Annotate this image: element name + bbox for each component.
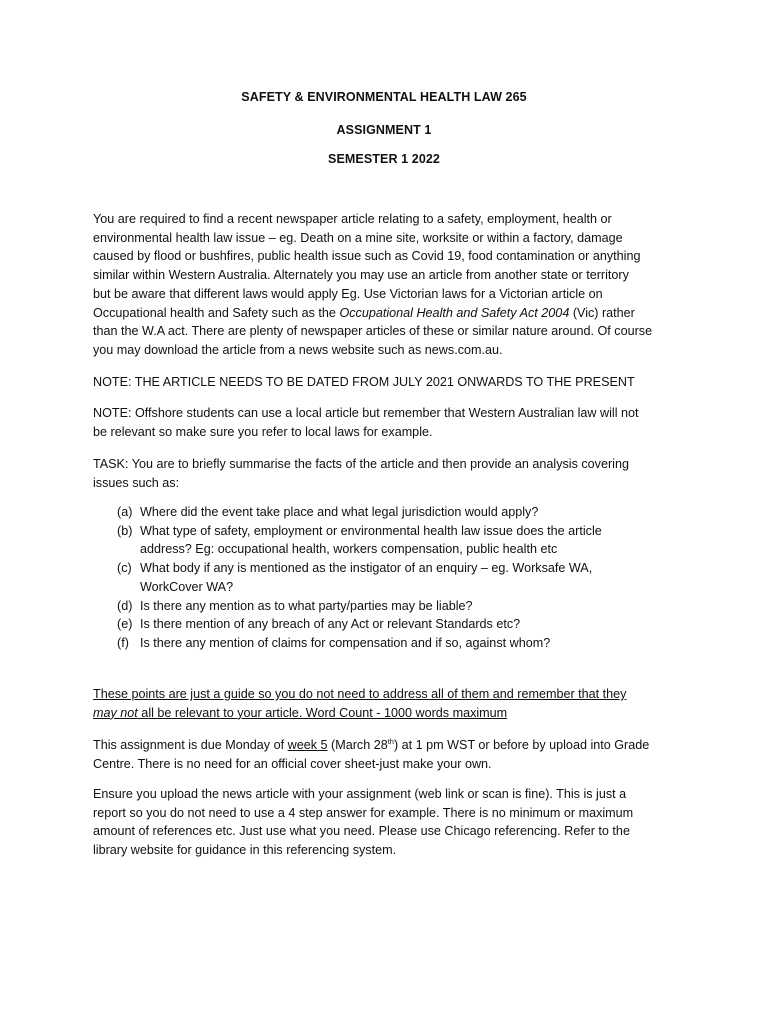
guide-line: These points are just a guide so you do not need to address all of them and remember that they	[93, 687, 627, 701]
list-item-text: Is there any mention as to what party/parties may be liable?	[140, 598, 473, 613]
list-marker: (c)	[117, 561, 132, 576]
due-line	[93, 736, 683, 755]
ensure-paragraph	[93, 785, 683, 860]
intro-line: you may download the article from a news website such as news.com.au.	[93, 342, 503, 357]
list-item-text: address? Eg: occupational health, workers compensation, public health etc	[140, 542, 558, 557]
list-item-text: WorkCover WA?	[140, 579, 234, 594]
intro-line: You are required to find a recent newspaper article relating to a safety, employment, health or	[93, 212, 612, 226]
list-marker: (a)	[117, 505, 133, 519]
due-ordinal: th	[387, 736, 394, 746]
guide-line-2	[93, 704, 683, 723]
task-paragraph	[93, 455, 683, 492]
intro-line: but be aware that different laws would apply Eg. Use Victorian laws for a Victorian article on	[93, 286, 603, 301]
task-line: TASK: You are to briefly summarise the facts of the article and then provide an analysis covering	[93, 457, 629, 471]
question-list	[117, 503, 637, 653]
list-marker: (d)	[117, 598, 133, 613]
due-part: This assignment is due Monday of	[93, 738, 288, 752]
act-name: Occupational Health and Safety Act 2004	[339, 305, 570, 320]
list-item	[117, 597, 637, 616]
due-week: week 5	[287, 738, 328, 752]
due-line: Centre. There is no need for an official cover sheet-just make your own.	[93, 756, 492, 771]
assignment-title: ASSIGNMENT 1	[336, 123, 432, 137]
note-offshore-line: be relevant so make sure you refer to local laws for example.	[93, 424, 433, 439]
list-item	[117, 503, 637, 522]
list-item-text: What type of safety, employment or environmental health law issue does the article	[140, 523, 602, 538]
ensure-line: library website for guidance in this referencing system.	[93, 843, 397, 858]
intro-line: environmental health law issue – eg. Death on a mine site, worksite or within a factory, damage	[93, 230, 623, 245]
intro-line: similar within Western Australia. Alternately you may use an article from another state or territory	[93, 268, 629, 283]
intro-line: caused by flood or bushfires, public health issue such as Covid 19, food contamination or anything	[93, 249, 641, 264]
intro-line: than the W.A act. There are plenty of newspaper articles of these or similar nature around. Of course	[93, 324, 653, 339]
guide-paragraph	[93, 685, 683, 722]
due-date-paragraph	[93, 736, 683, 773]
list-item	[117, 634, 637, 653]
list-item-text: Where did the event take place and what legal jurisdiction would apply?	[140, 505, 539, 519]
list-item-text: Is there mention of any breach of any Act or relevant Standards etc?	[140, 617, 521, 632]
list-marker: (e)	[117, 617, 133, 632]
ensure-line: report so you do not need to use a 4 step answer for example. There is no minimum or maximum	[93, 805, 634, 820]
intro-line-act	[93, 304, 683, 323]
task-line: issues such as:	[93, 475, 180, 490]
list-item-text: Is there any mention of claims for compensation and if so, against whom?	[140, 635, 551, 650]
due-part: ) at 1 pm WST or before by upload into Grade	[393, 738, 650, 752]
act-suffix: (Vic) rather	[569, 305, 635, 320]
ensure-line: amount of references etc. Just use what you need. Please use Chicago referencing. Refer to the	[93, 824, 630, 839]
list-item-text: What body if any is mentioned as the instigator of an enquiry – eg. Worksafe WA,	[140, 561, 593, 576]
list-item	[117, 615, 637, 634]
semester-title: SEMESTER 1 2022	[328, 152, 440, 166]
list-item	[117, 559, 637, 596]
note-offshore	[93, 404, 683, 441]
list-item	[117, 522, 637, 559]
note-offshore-line: NOTE: Offshore students can use a local article but remember that Western Australian law will not	[93, 406, 639, 420]
ensure-line: Ensure you upload the news article with your assignment (web link or scan is fine). This is just a	[93, 787, 627, 801]
list-marker: (b)	[117, 523, 133, 538]
intro-line-act-prefix: Occupational health and Safety such as the	[93, 305, 340, 320]
course-title: SAFETY & ENVIRONMENTAL HEALTH LAW 265	[241, 90, 527, 104]
intro-paragraph	[93, 210, 683, 360]
note-date-requirement: NOTE: THE ARTICLE NEEDS TO BE DATED FROM JULY 2021 ONWARDS TO THE PRESENT	[93, 375, 635, 389]
list-marker: (f)	[117, 635, 129, 650]
guide-may-not: may not	[93, 705, 138, 720]
guide-rest: all be relevant to your article. Word Count - 1000 words maximum	[137, 705, 508, 720]
due-part: (March 28	[327, 738, 388, 752]
